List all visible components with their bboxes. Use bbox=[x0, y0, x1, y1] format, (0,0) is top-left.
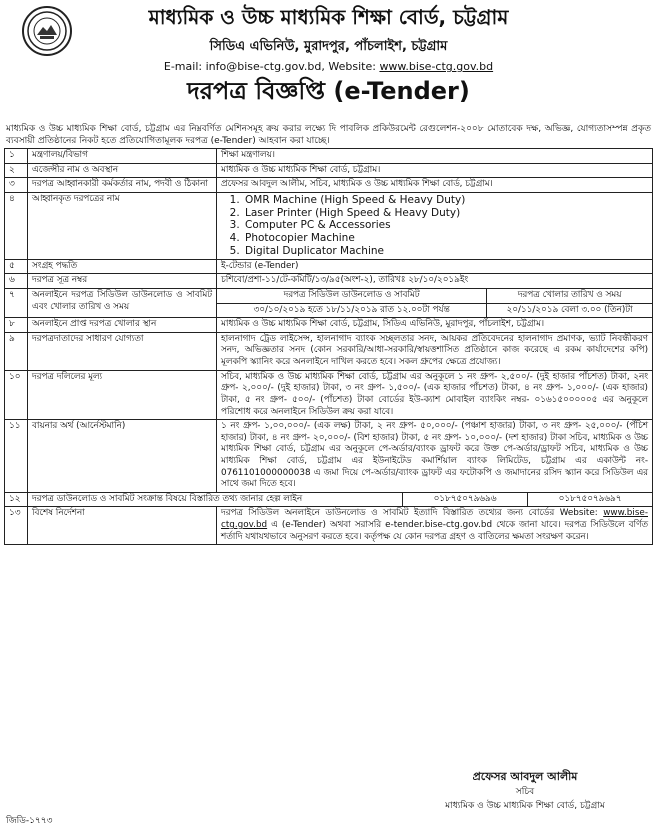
row-number: ১২ bbox=[5, 492, 28, 507]
organization-address: সিডিএ এভিনিউ, মুরাদপুর, পাঁচলাইশ, চট্টগ্রাম bbox=[209, 39, 448, 54]
row-value: ই-টেন্ডার (e-Tender) bbox=[217, 259, 653, 274]
table-row bbox=[5, 492, 653, 507]
row-label: এজেন্সীর নাম ও অবস্থান bbox=[28, 163, 217, 178]
signatory-designation: সচিব bbox=[515, 786, 535, 797]
table-row bbox=[5, 507, 653, 545]
row-label: সংগ্রহ পদ্ধতি bbox=[28, 259, 217, 274]
list-item: 2. Laser Printer (High Speed & Heavy Duty) bbox=[243, 207, 648, 220]
row-value: মাধ্যমিক ও উচ্চ মাধ্যমিক শিক্ষা বোর্ড, চট্টগ্রাম। bbox=[217, 163, 653, 178]
table-row bbox=[5, 274, 653, 289]
row-number: ৭ bbox=[5, 289, 28, 318]
organization-contact bbox=[0, 60, 657, 75]
download-header: দরপত্র সিডিউল ডাউনলোড ও সাবমিট bbox=[217, 289, 487, 303]
tender-items-list bbox=[221, 194, 648, 258]
table-row bbox=[5, 318, 653, 333]
instruction-text: দরপত্র সিডিউল অনলাইনে ডাউনলোড ও সাবমিট ইত্যাদি বিস্তারিত তথ্যের জন্য বোর্ডের Website: bbox=[221, 508, 604, 519]
row-number: ৫ bbox=[5, 259, 28, 274]
row-value bbox=[28, 492, 653, 507]
opening-header: দরপত্র খোলার তারিখ ও সময় bbox=[487, 289, 652, 303]
website-link[interactable]: www.bise-ctg.gov.bd bbox=[379, 60, 494, 73]
row-value: সচিব, মাধ্যমিক ও উচ্চ মাধ্যমিক শিক্ষা বোর্ড, চট্টগ্রাম এর অনুকূলে ১ নং গ্রুপ- ২,৫০০/- (দুই হাজার পাঁচশত) টাকা, ২নং গ্রুপ- ২,০০০/- (দুই হাজার) টাকা, ৩ নং গ্রুপ- ১,৫০০/- (এক হাজার পাঁচশত) টাকা, ৪ নং গ্রুপ- ১,০০০/- (এক হাজার) টাকা, ৫ নং গ্রুপ- ৫০০/- (পাঁচশত) টাকা বোর্ডের ইউ-ক্যাশ মোবাইল ব্যাংকিং নম্বর- ০১৬১৫০০০০০৫ এর অনুকূলে পরিশোধ করে অনলাইনে সিডিউল ক্রয় করা যাবে। bbox=[217, 370, 653, 419]
row-number: ১ bbox=[5, 149, 28, 164]
table-row bbox=[5, 259, 653, 274]
letterhead bbox=[0, 0, 657, 106]
row-number: ১০ bbox=[5, 370, 28, 419]
website-link[interactable]: www.bise-ctg.gov.bd bbox=[221, 508, 648, 530]
gd-reference: জিডি-১৭৭৩ bbox=[6, 816, 53, 826]
table-row bbox=[5, 289, 653, 318]
helpline-label: দরপত্র ডাউনলোড ও সাবমিট সংক্রান্ত বিষয়ে বিস্তারিত তথ্য জানার হেল্প লাইন bbox=[32, 493, 303, 504]
download-period: ৩০/১০/২০১৯ হতে ১৮/১১/২০১৯ রাত ১২.০০টা পর্যন্ত bbox=[217, 303, 487, 317]
table-row bbox=[5, 370, 653, 419]
row-label: অনলাইনে দরপত্র সিডিউল ডাউনলোড ও সাবমিট এবং খোলার তারিখ ও সময় bbox=[28, 289, 217, 318]
table-row bbox=[5, 420, 653, 493]
row-label: মন্ত্রণালয়/বিভাগ bbox=[28, 149, 217, 164]
row-number: ৮ bbox=[5, 318, 28, 333]
row-number: ২ bbox=[5, 163, 28, 178]
row-number: ৬ bbox=[5, 274, 28, 289]
row-label: বিশেষ নির্দেশনা bbox=[28, 507, 217, 545]
instruction-text: এ (e-Tender) অথবা সরাসরি e-tender.bise-ctg.gov.bd থেকে জানা যাবে। দরপত্র সিডিউলে বর্ণিত শর্তাদি যথাযথভাবে অনুসরণ করতে হবে। কর্তৃপক্ষ যে কোন দরপত্র গ্রহণ ও বাতিলের ক্ষমতা সংরক্ষণ করেন। bbox=[221, 520, 648, 542]
row-value: মাধ্যমিক ও উচ্চ মাধ্যমিক শিক্ষা বোর্ড, চট্টগ্রাম, সিডিএ এভিনিউ, মুরাদপুর, পাঁচলাইশ, চট্টগ্রাম। bbox=[217, 318, 653, 333]
row-value: চশিবো/প্রশা-১১/টে-কমিটি/১৩/৯৫(অংশ-২), তারিখঃ ২৮/১০/২০১৯ইং bbox=[217, 274, 653, 289]
row-value bbox=[217, 289, 653, 318]
row-value bbox=[217, 507, 653, 545]
row-number: ১৩ bbox=[5, 507, 28, 545]
row-value: ১ নং গ্রুপ- ১,০০,০০০/- (এক লক্ষ) টাকা, ২ নং গ্রুপ- ৫০,০০০/- (পঞ্চাশ হাজার) টাকা, ৩ নং গ্রুপ- ২৫,০০০/- (পঁচিশ হাজার) টাকা, ৪ নং গ্রুপ- ২০,০০০/- (বিশ হাজার) টাকা, ৫ নং গ্রুপ- ১০,০০০/- (দশ হাজার) টাকা সচিব, মাধ্যমিক ও উচ্চ মাধ্যমিক শিক্ষা বোর্ড, চট্টগ্রাম এর অনুকূলে পে-অর্ডার/ব্যাংক ড্রাফট করে উক্ত পে-অর্ডার/ড্রাফট সচিব, মাধ্যমিক ও উচ্চ মাধ্যমিক শিক্ষা বোর্ড, চট্টগ্রাম এর ইউনাইটেড কমার্শিয়াল ব্যাংক লিমিটেড, চট্টগ্রাম এর একাউন্ট নং- 0761101000000038 এ জমা দিয়ে পে-অর্ডার/ব্যাংক ড্রাফট এর ফটোকপি ও জমাদানের রসিদ স্ক্যান করে সিডিউল এর সাথে জমা দিতে হবে। bbox=[217, 420, 653, 493]
row-value: প্রফেসর আবদুল আলীম, সচিব, মাধ্যমিক ও উচ্চ মাধ্যমিক শিক্ষা বোর্ড, চট্টগ্রাম। bbox=[217, 178, 653, 193]
row-number: ৩ bbox=[5, 178, 28, 193]
row-label: দরপত্র সূত্র নম্বর bbox=[28, 274, 217, 289]
list-item: 5. Digital Duplicator Machine bbox=[243, 245, 648, 258]
row-value: শিক্ষা মন্ত্রণালয়। bbox=[217, 149, 653, 164]
organization-title: মাধ্যমিক ও উচ্চ মাধ্যমিক শিক্ষা বোর্ড, চট্টগ্রাম bbox=[148, 5, 509, 29]
list-item: 1. OMR Machine (High Speed & Heavy Duty) bbox=[243, 194, 648, 207]
signatory-name: প্রফেসর আবদুল আলীম bbox=[472, 770, 578, 783]
helpline-subtable bbox=[28, 493, 652, 507]
table-row bbox=[5, 163, 653, 178]
tender-details-table bbox=[4, 148, 653, 545]
table-row bbox=[5, 149, 653, 164]
helpline-number-1: ০১৮৭৫০৭৯৬৯৬ bbox=[402, 493, 527, 507]
schedule-subtable bbox=[217, 289, 652, 317]
row-label: দরপত্র আহ্বানকারী কর্মকর্তার নাম, পদবী ও ঠিকানা bbox=[28, 178, 217, 193]
opening-time: ২০/১১/২০১৯ বেলা ৩.০০ (তিন)টা bbox=[487, 303, 652, 317]
signatory-organization: মাধ্যমিক ও উচ্চ মাধ্যমিক শিক্ষা বোর্ড, চট্টগ্রাম bbox=[445, 801, 605, 812]
row-label: দরপত্রদাতাদের সাধারণ যোগ্যতা bbox=[28, 332, 217, 370]
list-item: 3. Computer PC & Accessories bbox=[243, 219, 648, 232]
tender-title: দরপত্র বিজ্ঞপ্তি (e-Tender) bbox=[187, 77, 470, 105]
row-label: আহ্বানকৃত দরপত্রের নাম bbox=[28, 192, 217, 259]
table-row bbox=[5, 192, 653, 259]
helpline-number-2: ০১৮৭৫০৭৯৬৯৭ bbox=[528, 493, 652, 507]
signature-block bbox=[430, 770, 620, 813]
row-value: হালনাগাদ ট্রেড লাইসেন্স, হালনাগাদ ব্যাংক সচ্ছলতার সনদ, আয়কর প্রতিবেদনের হালনাগাদ প্রমাণক, ভ্যাট নিবন্ধীকরণ সনদ, অভিজ্ঞতার সনদ (কোন সরকারি/আধা-সরকারি/স্বায়ত্তশাসিত প্রতিষ্ঠানে কাজ করেছে এ রকম কার্যাদেশের কপি) মূলকপি স্ক্যানিং করে অনলাইনে দাখিল করতে হবে। সকল গ্রুপের ক্ষেত্রে প্রযোজ্য। bbox=[217, 332, 653, 370]
table-row bbox=[5, 178, 653, 193]
list-item: 4. Photocopier Machine bbox=[243, 232, 648, 245]
row-label: দরপত্র দলিলের মূল্য bbox=[28, 370, 217, 419]
row-value bbox=[217, 192, 653, 259]
row-number: ৪ bbox=[5, 192, 28, 259]
row-label: বায়নার অর্থ (আর্নেস্টমানি) bbox=[28, 420, 217, 493]
email-label: E-mail: info@bise-ctg.gov.bd, Website: bbox=[163, 60, 380, 73]
intro-paragraph: মাধ্যমিক ও উচ্চ মাধ্যমিক শিক্ষা বোর্ড, চট্টগ্রাম এর নিম্নবর্ণিত মেশিনসমূহ ক্রয় করার লক্ষ্যে দি পাবলিক প্রকিউরমেন্ট রেগুলেশন-২০০৮ মোতাবেক দক্ষ, অভিজ্ঞ, যোগ্যতাসম্পন্ন প্রকৃত ব্যবসায়ী প্রতিষ্ঠানের নিকট হতে প্রতিযোগিতামূলক দরপত্র (e-Tender) আহবান করা যাচ্ছে। bbox=[6, 124, 651, 147]
table-row bbox=[5, 332, 653, 370]
row-number: ১১ bbox=[5, 420, 28, 493]
row-label: অনলাইনে প্রাপ্ত দরপত্র খোলার স্থান bbox=[28, 318, 217, 333]
row-number: ৯ bbox=[5, 332, 28, 370]
